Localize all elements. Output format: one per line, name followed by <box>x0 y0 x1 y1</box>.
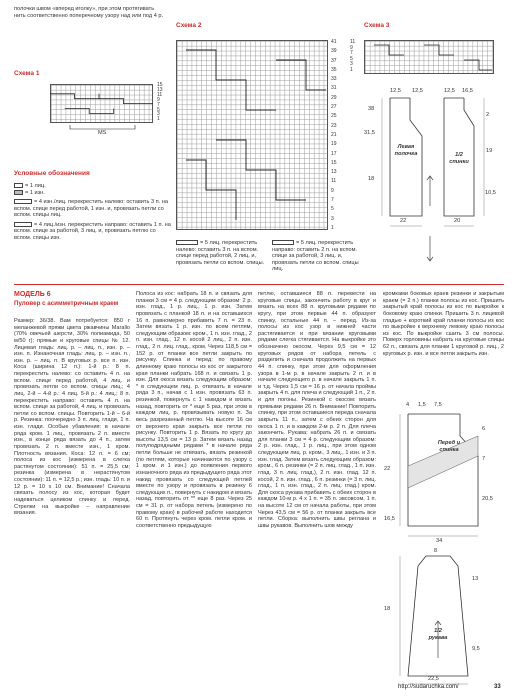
scheme2-legend-a <box>176 240 268 266</box>
legend-item <box>14 222 174 242</box>
cable-left-symbol-icon <box>176 240 198 245</box>
footer-url[interactable]: http://sudaruchka.com/ <box>398 684 459 690</box>
row-number: 11 <box>331 178 337 185</box>
pattern2-label: 16,5 <box>384 516 395 522</box>
scheme2-legend-a-text: = 5 лиц. перекрестить налево: оставить 3 п. на вспом. спице перед работой, 2 лиц. и, провязать петли со вспом. спицы. <box>176 240 265 266</box>
row-number: 1 <box>157 116 160 123</box>
row-number: 5 <box>331 206 334 213</box>
row-number: 1 <box>331 224 334 231</box>
legend-item-text: = 4 лиц./изн. перекрестить направо: оставить 1 п. на вспом. спице за работой, 3 лиц. и, провязать петлю со вспом. спицы изн. <box>14 221 171 241</box>
pattern1-label: 12,5 <box>412 88 423 94</box>
pattern1-label: 22 <box>400 218 407 224</box>
row-number: 19 <box>331 141 337 148</box>
scheme1-title: Схема 1 <box>14 70 40 77</box>
pattern1-diagram <box>360 86 510 266</box>
pattern1-label: 20 <box>454 218 461 224</box>
scheme1-wrap <box>50 82 175 136</box>
row-number: 37 <box>331 57 337 64</box>
row-number: 11 <box>157 91 163 98</box>
pattern1-label: 38 <box>368 106 375 112</box>
pattern2-label: 7 <box>482 456 486 462</box>
scheme2-legend-b <box>272 240 364 273</box>
cross-right-symbol-icon <box>14 222 32 227</box>
pattern1-label: 31,5 <box>364 130 375 136</box>
scheme1-ms-label: MS <box>98 130 107 136</box>
legend-item-text: = 1 лиц. <box>25 183 46 189</box>
pattern2-label: 22 <box>384 466 391 472</box>
row-number: 1 <box>350 66 353 73</box>
row-number: 17 <box>331 150 337 157</box>
pattern1-label: 12,5 <box>444 88 455 94</box>
legend-title: Условные обозначения <box>14 170 90 177</box>
row-number: 9 <box>350 44 353 51</box>
pattern2-diagram <box>378 396 508 692</box>
cross-left-symbol-icon <box>14 199 32 204</box>
legend-item <box>14 190 174 197</box>
intro-text: полочки швом «вперед иголку», при этом протягивать нить соответственно поперечному узору над или под 4 р. <box>14 6 164 19</box>
row-number: 31 <box>331 85 337 92</box>
pattern2-label: 9,5 <box>472 646 480 652</box>
pattern2-label: 13 <box>472 576 479 582</box>
row-number: 3 <box>350 61 353 68</box>
legend-item <box>14 183 174 190</box>
column-4-text: кромками боковых краев резинки и закрытым краем (= 2 п.) планки полосы из кос. Пришить закрытый край полосы из кос по выкройке к боковому краю спинки. Пришить 3 п. лицевой гладью + короткий край планки полосы из кос по выкройке к верхнему левому краю полосы из кос. По выкройке сшить 3 см полосы. Поверх горловины набрать на круговые спицы 62 п., связать для планки 1 круговой р. лиц., 2 круговых р. изн. и все петли закрыть изн. <box>383 291 504 357</box>
pattern2-label: 34 <box>436 538 443 544</box>
scheme1-pattern-lines <box>50 84 153 124</box>
row-number: 39 <box>331 48 337 55</box>
row-number: 3 <box>331 215 334 222</box>
pattern1-label-left-front: Левая полочка <box>394 144 418 157</box>
scheme2-title: Схема 2 <box>176 22 202 29</box>
row-number: 7 <box>157 101 160 108</box>
row-number: 5 <box>157 106 160 113</box>
scheme2-legend-b-text: = 5 лиц. перекрестить направо: оставить 2 п. на вспом. спице за работой, 3 лиц. и, провязать петли со вспом. спицы лиц. <box>272 240 359 273</box>
row-number: 15 <box>331 159 337 166</box>
row-number: 29 <box>331 94 337 101</box>
pattern2-label: 4 <box>406 402 410 408</box>
row-number: 35 <box>331 66 337 73</box>
row-number: 41 <box>331 39 337 45</box>
row-number: 15 <box>157 82 163 88</box>
row-number: 11 <box>350 39 356 45</box>
model-subtitle: Пуловер с асимметричным краем <box>14 300 119 307</box>
pattern1-label: 10,5 <box>485 190 496 196</box>
scheme3-title: Схема 3 <box>364 22 390 29</box>
pattern1-label: 2 <box>486 112 490 118</box>
row-number: 13 <box>331 169 337 176</box>
pattern2-label: 7,5 <box>434 402 442 408</box>
scheme2-row-numbers <box>331 38 337 233</box>
row-number: 5 <box>350 55 353 62</box>
row-number: 9 <box>157 96 160 103</box>
purl-symbol-icon <box>14 190 23 195</box>
section-divider <box>14 284 504 285</box>
row-number: 9 <box>331 187 334 194</box>
row-number: 3 <box>157 111 160 118</box>
legend <box>14 170 174 242</box>
column-3-text: петлю, оставшиеся 88 п. перевести на круговые спицы, закончить работу в круг и вязать на всех 88 п. круговыми рядами по кругу, при этом первые 44 п. образуют спинку, остальные 44 п. – перед. Из-за полосы из кос узор в нижней части растягивается и при вязании круговыми рядами слегка стягивается. На выкройке это обозначено окосом. Через 9,5 см = 12 круговых рядов от набора петель с разделить и сначала продолжить на первых 44 п. спинку, при этом для оформления узора в 1-м р. в начале закрыть 2 п. и в начале следующего р. в начале закрыть 1 п. и т.д. Через 1,5 см = 16 р. от начала проймы закрыть 4 п. для плеча и следующий 1 п., 2 п. и для погоны. Резинкой с окосом: вязать прямыми рядами 26 п. Внимание! Повторить спинку, при этом оставшиеся переда сначала закрыть 11 п., затем с обеих сторон для окоса 1 п. и в каждом 2-м р. 2 п. Для плеча закончить. Рукава: набрать 26 п. и связать для планки 3 см = 4 р. следующим образом: 2 р. изн. глад., 1 р. лиц., при этом одном следующем лиц. р. кром., 3 лиц., 1 изн. и 3 п. изн. глад. Затем вязать следующим образом: кром., 6 п. резинки (= 2 п. лиц. глад., 1 п. изн. глад. 3 п. лиц. глад.), 2 п. изн. глад. 12 п. косой, 2 п. изн. глад., 6 п. резинки (= 3 п. лиц. глад., 1 п. изн. глад., 2 п. лиц. глад.) кром. Для скоса рукава прибавить с обеих сторон в каждом 10-м р. 4 х 1 п. = 35 п. эвсовсом, 1 п. на высоте 12 см от начала работы, при этом Через 43,5 см = 56 р. от планки закрыть все петли. Сборка: выполнить швы реглана и швы рукавов. Выполнить шов между <box>258 291 376 529</box>
model-number: МОДЕЛЬ 6 <box>14 291 51 298</box>
row-number: 7 <box>331 197 334 204</box>
legend-item <box>14 199 174 219</box>
pattern1-label: 18 <box>368 176 375 182</box>
row-number: 25 <box>331 113 337 120</box>
pattern2-label: 20,5 <box>482 496 493 502</box>
pattern1-label: 16,5 <box>462 88 473 94</box>
pattern2-label: 22,5 <box>428 676 439 682</box>
scheme1-row-numbers <box>157 83 163 122</box>
model-heading <box>14 291 130 307</box>
knit-symbol-icon <box>14 183 23 188</box>
row-number: 7 <box>350 50 353 57</box>
pattern2-label: 1,5 <box>418 402 426 408</box>
row-number: 27 <box>331 104 337 111</box>
pattern2-label: 18 <box>384 606 391 612</box>
pattern2-label-front-back: Перед и спинка <box>437 440 461 453</box>
legend-item-text: = 4 изн./лиц. перекрестить налево: оставить 3 п. на вспом. спице перед работой, 1 изн. и, провязать петли со вспом. спицы лиц. <box>14 199 168 219</box>
row-number: 23 <box>331 122 337 129</box>
pattern1-label: 19 <box>486 148 493 154</box>
scheme3-pattern-lines <box>364 40 494 74</box>
pattern2-label: 8 <box>434 548 438 554</box>
pattern1-label-half-back: 1/2 спинки <box>449 152 469 165</box>
scheme3-row-numbers <box>350 40 355 74</box>
scheme2-pattern-lines <box>176 40 328 230</box>
legend-item-text: = 1 изн. <box>25 190 45 196</box>
cable-right-symbol-icon <box>272 240 294 245</box>
row-number: 13 <box>157 86 163 93</box>
row-number: 21 <box>331 131 337 138</box>
pattern2-label: 6 <box>482 426 486 432</box>
page-number: 33 <box>494 684 501 690</box>
row-number: 33 <box>331 76 337 83</box>
column-1-text: Размер: 36/38. Вам потребуется: 850 г меланжевой пряжи цвета ржавчины Marallo (70% овечьей шерсти, 30% полиамида, 50 м/50 г); прямые и круговые спицы № 12. Лицевая гладь: лиц. р. – лиц. п., изн. р. – изн. п. Изнаночная гладь: лиц. р. – изн. п., изн. р. – лиц. п. В круговых р. все п. изн. Коса (ширина 12 п.): 1-й р.: 8 п. перекрестить налево: со оставить 4 п. на вспом. спице перед работой, 4 лиц. и провязать петли со вспом. спицы лиц.; 4 лиц. 2-й – 4-й р.: 4 лиц. 5-й р.: 4 лиц.; 8 п. перекрестить направо: оставить 4 п. на вспом. спице за работой, 4 лиц. и провязать петли со вспом. спицы. Повторить 1-й – 6-й р. Резинка: поочередно 3 п. лиц. глади, 1 п. изн. глади. Особые убавления: в начале ряда кром. 1 лиц., провязать 2 п. вместе изн., в конце ряда вязать до 4 п., затем провязать 2 п. вместе изн., 1 кром. Плотность вязания. Коса: 12 п. = 6 см; полоса из кос (измерена в слегка растянутом состоянии): 51 п. = 25,5 см; резинка (измерена в нерастянутом состоянии): 11 п. = 12,5 р.; изн. гладь: 10 п. и 12 р. = 10 х 10 см. Внимание! Сначала связать полосу из кос, которая будет надеваться целиком спинку и перед. Стрелки на выкройке – направление вязания. <box>14 318 130 517</box>
column-2-text: Полоса из кос: набрать 18 п. и связать для планки 3 см = 4 р. следующим образом: 2 р. изн. глад., 1 р. лиц., 1 р. изн. Затем провязать с планкой 18 п. и на оставшихся 16 п. равномерно прибавить 7 п. = 23 п. Затем вязать 1 р. изн. по всем петлям, следующим образом: кром., 1 п. изн. глад., 2 п. изн. глад., 12 п. косой 2 лиц., 2 п. изн. глад., 2 п. лиц. глад., кром. Через 118,5 см = 152 р. от планки все петли закрыть по рисунку. Спинка и перед: по правому длинному краю полосы из кос от закрытого края планки набрать 168 п. и связать 1 р. изн. Для окоса вязать следующим образом: * в следующем лиц. р. отвязать в начале ряда 3 п., начав с 1 изн. провязать 63 п. резинкой, повернуть с 1 накидом и вязать назад, повторить от * еще 5 раз, при этом в каждом лиц. р. провязывать новую п. За весь разрезанный петлю. На высоте 16 см от верхнего края закрыть все петли по рисунку. Повторить 1 р. Вязать по кругу до высоты 13,5 см = 13 р. Затем вязать назад полуподрядными рядами * в начале ряда петли больше не отвязать, вязать резинкой (по петлям, которые начинаются по узору с 1 кром. и 1 изн.) до появления первого изнаночного ряда из предыдущего ряда этот накид провязать со следующей петлей вместе по узору и провязать в резинку 6 следующих п., повернуть с накидом и вязать назад, повторить от ** еще 8 раз. Через 25 см = 31 р. от набора петель (измерено по правому краю) в рабочей работе находится 60 п. Протянуть через кром. петли кром. и соответственно предыдущую <box>136 291 252 529</box>
pattern1-label: 12,5 <box>390 88 401 94</box>
pattern2-label-half-sleeve: 1/2 рукава <box>428 628 448 641</box>
